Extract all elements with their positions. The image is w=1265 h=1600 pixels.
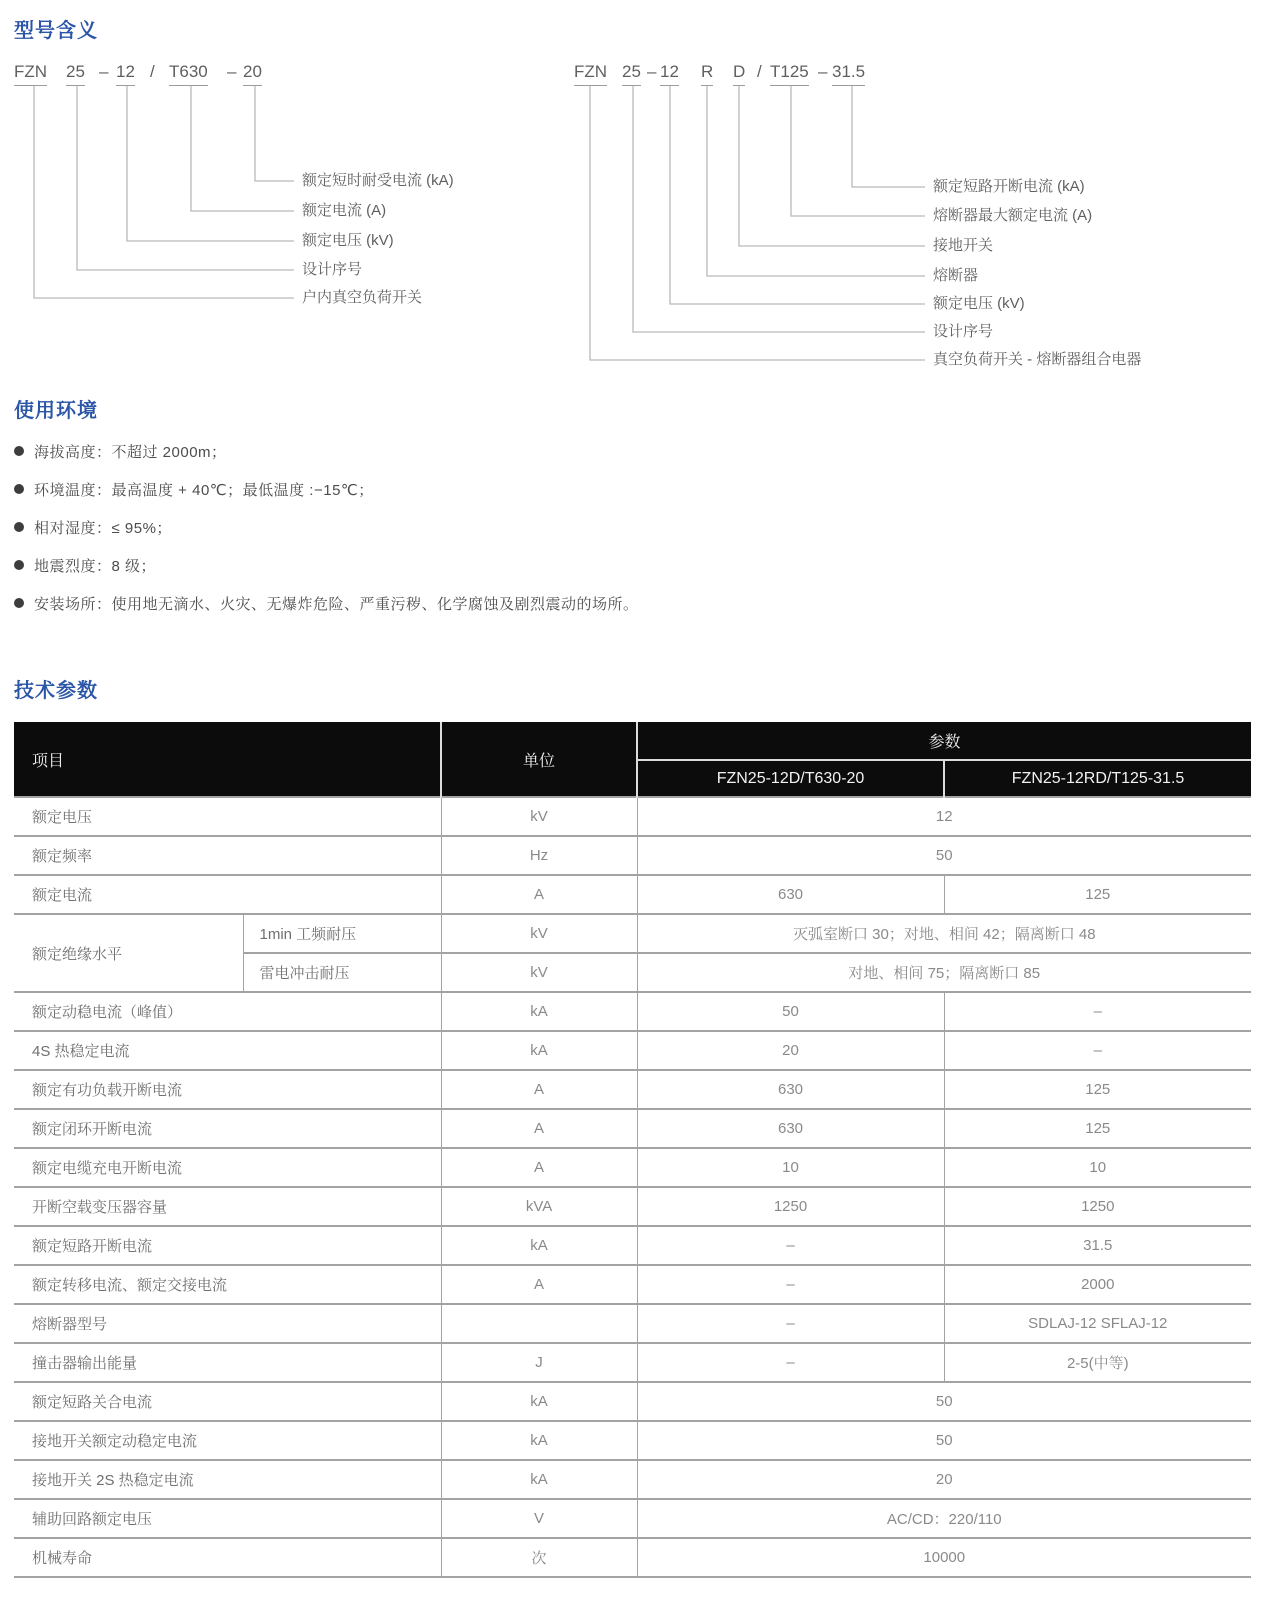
cell-value: 12 [637,797,1251,836]
model-token: D [733,62,745,86]
diagram-label: 额定电压 (kV) [933,295,1025,312]
table-row [14,875,1251,914]
cell-item: 额定转移电流、额定交接电流 [14,1265,441,1304]
cell-unit: kVA [441,1187,637,1226]
cell-item: 额定短路关合电流 [14,1382,441,1421]
header-model-2: FZN25-12RD/T125-31.5 [944,760,1251,797]
cell-item: 接地开关额定动稳定电流 [14,1421,441,1460]
table-row [14,1187,1251,1226]
cell-value-model1: 630 [637,1109,944,1148]
table-row [14,1499,1251,1538]
diagram-label: 额定电压 (kV) [302,232,394,249]
cell-value-model1: – [637,1226,944,1265]
cell-value-model1: 20 [637,1031,944,1070]
cell-unit: kA [441,1382,637,1421]
cell-unit: V [441,1499,637,1538]
table-row [14,1343,1251,1382]
model-token: – [227,62,237,81]
cell-item: 额定电压 [14,797,441,836]
model-token: – [99,62,109,81]
model-token: 12 [660,62,679,86]
cell-value-model1: 50 [637,992,944,1031]
cell-value-model1: – [637,1304,944,1343]
environment-item-text: 环境温度：最高温度 + 40℃；最低温度 :−15℃； [34,481,374,499]
diagram-label: 户内真空负荷开关 [302,289,423,306]
model-token: – [647,62,657,81]
cell-item: 额定有功负载开断电流 [14,1070,441,1109]
cell-value-model2: 125 [944,875,1251,914]
header-params: 参数 [637,722,1251,760]
cell-item: 开断空载变压器容量 [14,1187,441,1226]
cell-item: 熔断器型号 [14,1304,441,1343]
bullet-icon [14,484,24,494]
cell-unit [441,1304,637,1343]
cell-unit: kA [441,1421,637,1460]
diagram-label: 接地开关 [933,237,994,254]
section-title-environment: 使用环境 [14,400,98,422]
table-row [14,914,1251,953]
environment-item [14,478,374,500]
model-token: T630 [169,62,208,86]
cell-unit: 次 [441,1538,637,1577]
environment-item-text: 地震烈度：8 级； [34,557,157,575]
model-token: 20 [243,62,262,86]
cell-value: 50 [637,1382,1251,1421]
bullet-icon [14,560,24,570]
bullet-icon [14,446,24,456]
cell-value-model1: 10 [637,1148,944,1187]
model-diagrams [0,58,1265,390]
cell-value-model2: 125 [944,1070,1251,1109]
cell-unit: Hz [441,836,637,875]
table-row [14,992,1251,1031]
diagram-label: 设计序号 [933,323,994,340]
environment-item-text: 相对湿度：≤ 95%； [34,519,172,537]
parameters-table [14,722,1251,1578]
cell-item: 4S 热稳定电流 [14,1031,441,1070]
cell-value: 50 [637,1421,1251,1460]
cell-value-model1: – [637,1343,944,1382]
cell-value: 20 [637,1460,1251,1499]
environment-item [14,592,639,614]
cell-unit: kV [441,914,637,953]
table-row [14,1070,1251,1109]
cell-value-model2: – [944,1031,1251,1070]
model-token: FZN [14,62,47,86]
cell-unit: A [441,1070,637,1109]
table-row [14,1382,1251,1421]
header-item: 项目 [14,722,441,797]
cell-value: 50 [637,836,1251,875]
model-token: 31.5 [832,62,865,86]
cell-item: 额定电流 [14,875,441,914]
diagram-label: 熔断器 [933,267,979,284]
cell-item: 额定闭环开断电流 [14,1109,441,1148]
model-token: 12 [116,62,135,86]
table-header [14,722,1251,797]
cell-value: AC/CD：220/110 [637,1499,1251,1538]
model-token: 25 [66,62,85,86]
cell-item: 额定电缆充电开断电流 [14,1148,441,1187]
diagram-label: 额定电流 (A) [302,202,387,219]
cell-value-model2: 2000 [944,1265,1251,1304]
table-row [14,1226,1251,1265]
environment-item-text: 海拔高度：不超过 2000m； [34,443,227,461]
cell-unit: A [441,1109,637,1148]
table-row [14,1031,1251,1070]
table-row [14,1304,1251,1343]
cell-unit: kA [441,1226,637,1265]
table-row [14,1421,1251,1460]
cell-unit: kV [441,953,637,992]
table-row [14,797,1251,836]
cell-value-model2: SDLAJ-12 SFLAJ-12 [944,1304,1251,1343]
table-row [14,1148,1251,1187]
model-token: / [757,62,762,81]
cell-value-model2: 1250 [944,1187,1251,1226]
cell-item: 辅助回路额定电压 [14,1499,441,1538]
cell-item: 撞击器输出能量 [14,1343,441,1382]
cell-unit: kA [441,1031,637,1070]
environment-item [14,516,172,538]
cell-value-model2: 31.5 [944,1226,1251,1265]
header-unit: 单位 [441,722,637,797]
cell-value-model2: 2-5(中等) [944,1343,1251,1382]
table-row [14,1265,1251,1304]
cell-unit: J [441,1343,637,1382]
environment-item [14,440,227,462]
cell-item: 额定短路开断电流 [14,1226,441,1265]
cell-unit: kA [441,992,637,1031]
model-token: FZN [574,62,607,86]
diagram-label: 额定短时耐受电流 (kA) [302,172,454,189]
bullet-icon [14,522,24,532]
header-model-1: FZN25-12D/T630-20 [637,760,944,797]
model-token: – [818,62,828,81]
diagram-label: 熔断器最大额定电流 (A) [933,207,1093,224]
cell-item: 机械寿命 [14,1538,441,1577]
cell-item-sub: 雷电冲击耐压 [243,953,441,992]
cell-value-model2: 125 [944,1109,1251,1148]
section-title-parameters: 技术参数 [14,680,98,702]
cell-item-group: 额定绝缘水平 [14,914,243,992]
table-row [14,1109,1251,1148]
table-row [14,1538,1251,1577]
environment-item [14,554,156,576]
cell-item: 额定动稳电流（峰值） [14,992,441,1031]
diagram-label: 设计序号 [302,261,363,278]
cell-unit: A [441,1265,637,1304]
cell-value-model1: 630 [637,1070,944,1109]
table-row [14,836,1251,875]
diagram-label: 额定短路开断电流 (kA) [933,178,1085,195]
cell-unit: kV [441,797,637,836]
table-row [14,1460,1251,1499]
model-token: R [701,62,713,86]
cell-unit: kA [441,1460,637,1499]
cell-value: 灭弧室断口 30；对地、相间 42；隔离断口 48 [637,914,1251,953]
cell-value: 对地、相间 75；隔离断口 85 [637,953,1251,992]
cell-item: 接地开关 2S 热稳定电流 [14,1460,441,1499]
model-token: / [150,62,155,81]
cell-value-model2: 10 [944,1148,1251,1187]
cell-unit: A [441,1148,637,1187]
cell-item-sub: 1min 工频耐压 [243,914,441,953]
cell-unit: A [441,875,637,914]
section-title-model-meaning: 型号含义 [14,20,98,42]
cell-value: 10000 [637,1538,1251,1577]
cell-value-model1: – [637,1265,944,1304]
cell-item: 额定频率 [14,836,441,875]
diagram-label: 真空负荷开关 - 熔断器组合电器 [933,351,1142,368]
cell-value-model1: 630 [637,875,944,914]
model-token: 25 [622,62,641,86]
bullet-icon [14,598,24,608]
environment-item-text: 安装场所：使用地无滴水、火灾、无爆炸危险、严重污秽、化学腐蚀及剧烈震动的场所。 [34,595,639,613]
cell-value-model1: 1250 [637,1187,944,1226]
model-token: T125 [770,62,809,86]
cell-value-model2: – [944,992,1251,1031]
